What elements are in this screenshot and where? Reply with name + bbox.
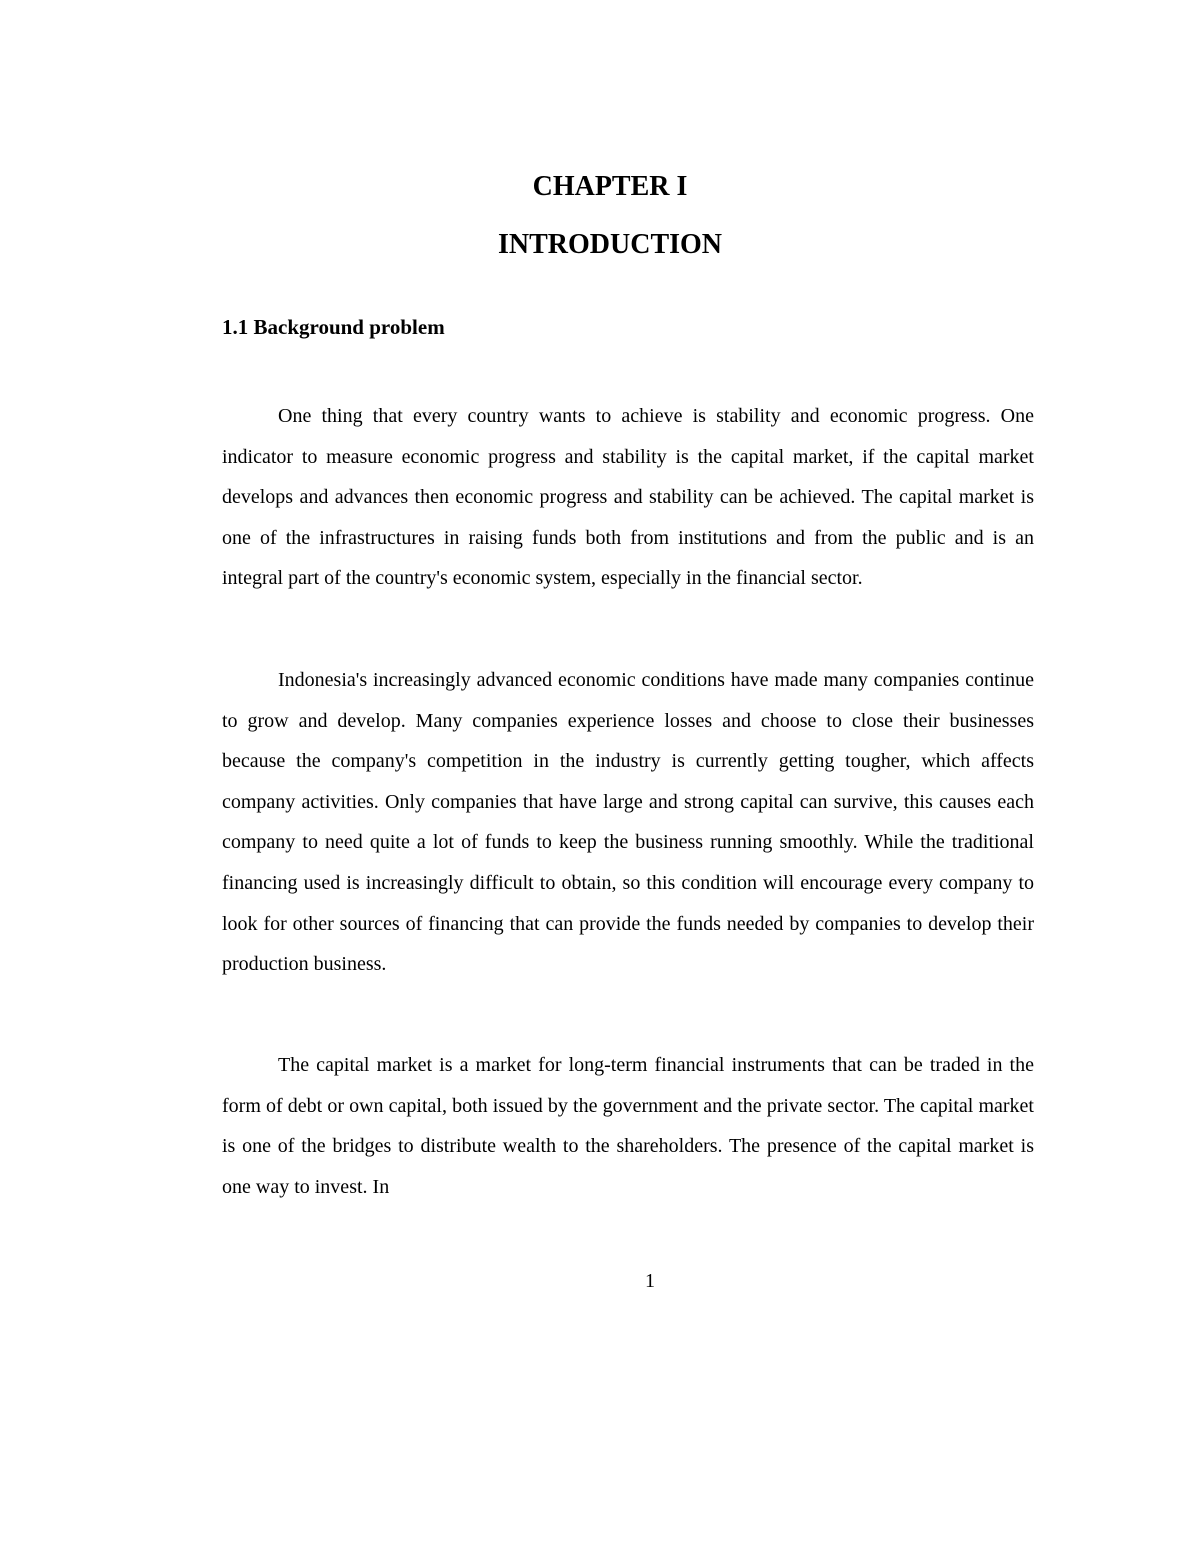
paragraph: One thing that every country wants to achieve is stability and economic progress. One indicator to measure economic progress and stability is the capital market, if the capital market develops and advances then economic progress and stability can be achieved. The capital market is one of the infrastructures in raising funds both from institutions and from the public and is an integral part of the country's economic system, especially in the financial sector. — [222, 405, 1034, 590]
chapter-title: INTRODUCTION — [497, 229, 723, 260]
paragraph: The capital market is a market for long-term financial instruments that can be traded in the form of debt or own capital, both issued by the government and the private sector. The capital market is one of the bridges to distribute wealth to the shareholders. The presence of the capital market is one way to invest. In — [222, 1054, 1034, 1198]
paragraph: Indonesia's increasingly advanced economic conditions have made many companies continue to grow and develop. Many companies experience losses and choose to close their businesses because the company's competition in the industry is currently getting tougher, which affects company activities. Only companies that have large and strong capital can survive, this causes each company to need quite a lot of funds to keep the business running smoothly. While the traditional financing used is increasingly difficult to obtain, so this condition will encourage every company to look for other sources of financing that can provide the funds needed by companies to develop their production business. — [222, 669, 1034, 976]
chapter-number: CHAPTER I — [532, 171, 688, 202]
page-number: 1 — [645, 1270, 655, 1292]
section-heading: 1.1 Background problem — [222, 315, 445, 339]
